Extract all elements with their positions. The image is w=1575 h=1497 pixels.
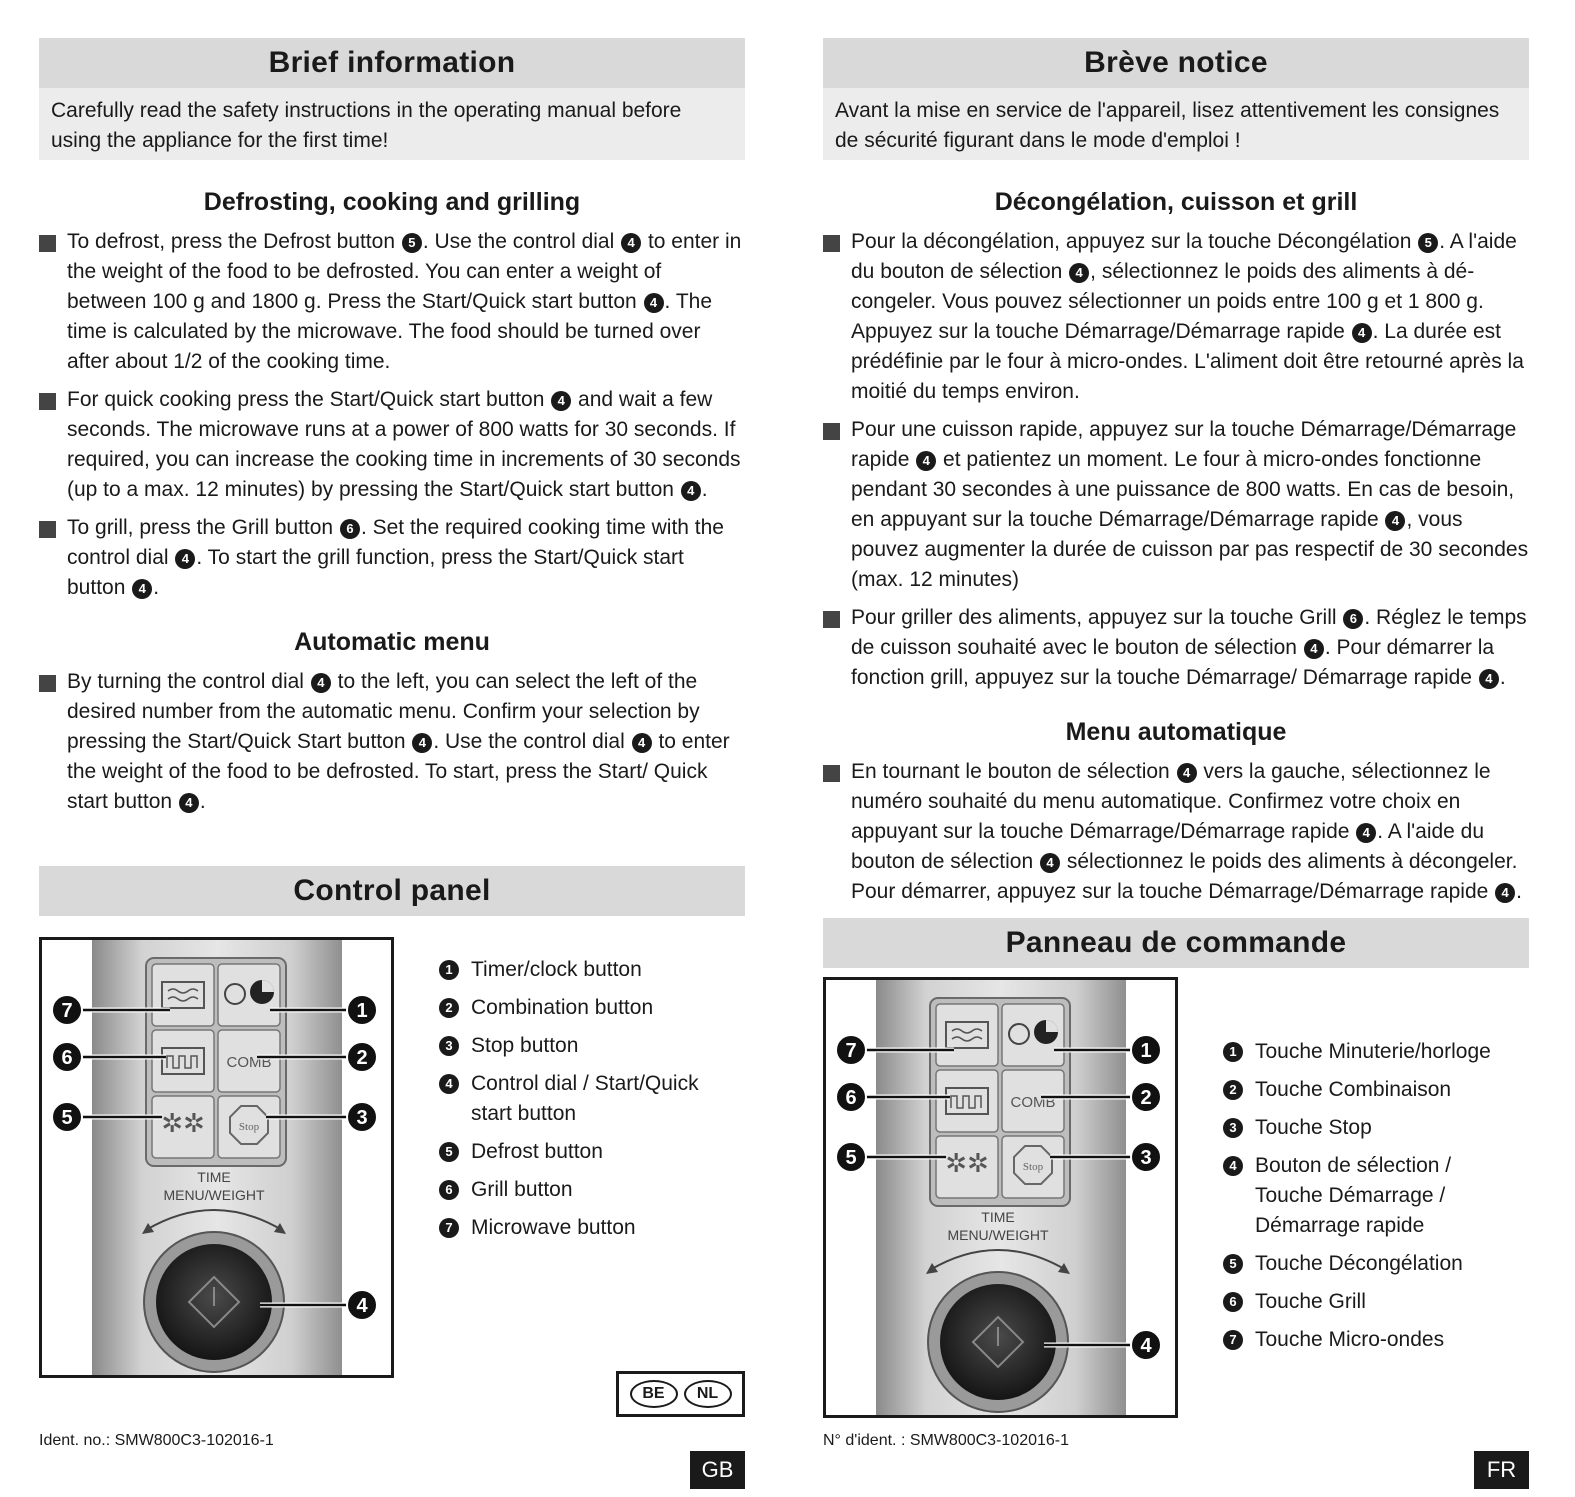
number-badge-icon: 4 bbox=[644, 293, 664, 313]
callout-number: 3 bbox=[356, 1107, 368, 1129]
defrost-icon: ✲✲ bbox=[945, 1149, 989, 1179]
paragraph-text: , vous pouvez augmenter la durée de cuisson par pas respectif de 30 secondes (max. 12 minutes) bbox=[851, 508, 1529, 591]
paragraph-text: and wait a few seconds. The microwave runs at a power of 800 watts for 30 seconds. If required, you can increase the cooking time in increments of 30 seconds (up to a max. 12 minutes) by pressing the Start/Quick start button bbox=[67, 388, 741, 501]
number-badge-icon: 5 bbox=[1223, 1254, 1243, 1274]
callout-number: 1 bbox=[1140, 1040, 1152, 1062]
intro-text: Carefully read the safety instructions in the operating manual before using the appliance for the first time! bbox=[39, 88, 745, 160]
paragraph-text: . A l'aide du bouton de sélection bbox=[851, 230, 1517, 283]
comb-label: COMB bbox=[226, 1054, 272, 1071]
left-page bbox=[39, 38, 745, 825]
callout-number: 2 bbox=[1140, 1087, 1152, 1109]
section-heading-menu-automatique: Menu automatique bbox=[1065, 718, 1287, 746]
section-heading-defrosting: Defrosting, cooking and grilling bbox=[203, 188, 581, 216]
paragraph-text: . Pour démarrer la fonction grill, appuyez sur la touche Démarrage/ Démarrage rapide bbox=[851, 636, 1495, 689]
menu-weight-label: MENU/WEIGHT bbox=[947, 1227, 1049, 1243]
number-badge-icon: 4 bbox=[1495, 883, 1515, 903]
control-panel-diagram bbox=[39, 937, 394, 1378]
list-item bbox=[823, 603, 1529, 693]
list-item bbox=[823, 227, 1529, 407]
paragraph-text: . bbox=[199, 790, 206, 813]
paragraph-text: . To start the grill function, press the Start/Quick start button bbox=[67, 546, 684, 599]
legend-item bbox=[438, 955, 738, 985]
list-item bbox=[39, 667, 745, 817]
paragraph-text: To grill, press the Grill button bbox=[67, 516, 339, 539]
legend-label: Control dial / Start/Quick start button bbox=[471, 1072, 699, 1125]
control-panel-title: Control panel bbox=[39, 866, 745, 916]
number-badge-icon: 5 bbox=[402, 233, 422, 253]
control-panel-legend bbox=[438, 955, 738, 1251]
paragraph-text: . The time is calculated by the microwave. The food should be turned over after about 1/2 of the cooking time. bbox=[67, 290, 713, 373]
legend-label: Combination button bbox=[471, 996, 654, 1019]
paragraph-text: et patientez un moment. Le four à micro-ondes fonctionne pendant 30 secondes à une puissance de 800 watts. En cas de besoin, en appuyant sur la touche Démarrage/Démarrage rapide bbox=[851, 448, 1515, 531]
number-badge-icon: 2 bbox=[1223, 1080, 1243, 1100]
paragraph-text: To defrost, press the Defrost button bbox=[67, 230, 401, 253]
number-badge-icon: 4 bbox=[621, 233, 641, 253]
number-badge-icon: 4 bbox=[1352, 323, 1372, 343]
legend-item bbox=[1222, 1249, 1522, 1279]
callout-number: 4 bbox=[1140, 1335, 1152, 1357]
language-tab: GB bbox=[690, 1451, 745, 1489]
legend-label: Stop button bbox=[471, 1034, 579, 1057]
legend-label: Grill button bbox=[471, 1178, 573, 1201]
number-badge-icon: 4 bbox=[1385, 511, 1405, 531]
paragraph-text: . Réglez le temps de cuisson souhaité avec le bouton de sélection bbox=[851, 606, 1527, 659]
number-badge-icon: 3 bbox=[1223, 1118, 1243, 1138]
country-code-be: BE bbox=[630, 1380, 678, 1408]
number-badge-icon: 4 bbox=[1177, 763, 1197, 783]
list-item bbox=[39, 385, 745, 505]
paragraph-text: . Set the required cooking time with the control dial bbox=[67, 516, 724, 569]
legend-label: Defrost button bbox=[471, 1140, 603, 1163]
paragraph-text: sélectionnez le poids des aliments à décongeler. Pour démarrer, appuyez sur la touche Démarrage/Démarrage rapide bbox=[851, 850, 1518, 903]
paragraph-text: . A l'aide du bouton de sélection bbox=[851, 820, 1485, 873]
ident-number: N° d'ident. : SMW800C3-102016-1 bbox=[823, 1432, 1070, 1449]
number-badge-icon: 6 bbox=[1343, 609, 1363, 629]
number-badge-icon: 4 bbox=[1069, 263, 1089, 283]
number-badge-icon: 4 bbox=[1223, 1156, 1243, 1176]
number-badge-icon: 5 bbox=[439, 1142, 459, 1162]
legend-item bbox=[438, 1175, 738, 1205]
number-badge-icon: 4 bbox=[916, 451, 936, 471]
ident-number: Ident. no.: SMW800C3-102016-1 bbox=[39, 1432, 274, 1449]
paragraph-text: , sélectionnez le poids des aliments à dé-congeler. Vous pouvez sélectionner un poids entre 100 g et 1 800 g. Appuyez sur la touche Démarrage/Démarrage rapide bbox=[851, 260, 1484, 343]
paragraph-text: . bbox=[1516, 880, 1522, 903]
legend-item bbox=[438, 1213, 738, 1243]
paragraph-text: En tournant le bouton de sélection bbox=[851, 760, 1176, 783]
legend-item bbox=[1222, 1287, 1522, 1317]
number-badge-icon: 4 bbox=[132, 579, 152, 599]
legend-label: Touche Stop bbox=[1255, 1116, 1372, 1139]
callout-number: 6 bbox=[61, 1047, 73, 1069]
number-badge-icon: 4 bbox=[1304, 639, 1324, 659]
number-badge-icon: 4 bbox=[311, 673, 331, 693]
number-badge-icon: 4 bbox=[439, 1074, 459, 1094]
callout-number: 4 bbox=[356, 1295, 368, 1317]
number-badge-icon: 7 bbox=[439, 1218, 459, 1238]
number-badge-icon: 6 bbox=[1223, 1292, 1243, 1312]
number-badge-icon: 4 bbox=[1479, 669, 1499, 689]
paragraph-text: Pour la décongélation, appuyez sur la touche Décongélation bbox=[851, 230, 1418, 253]
section-heading-automatic-menu: Automatic menu bbox=[294, 628, 490, 656]
legend-item bbox=[438, 1031, 738, 1061]
legend-label: Touche Micro-ondes bbox=[1255, 1328, 1445, 1351]
paragraph-text: to enter in the weight of the food to be defrosted. You can enter a weight of between 100 g and 1800 g. Press the Start/Quick start button bbox=[67, 230, 742, 313]
time-label: TIME bbox=[197, 1169, 231, 1185]
number-badge-icon: 4 bbox=[175, 549, 195, 569]
stop-label: Stop bbox=[1022, 1161, 1044, 1173]
control-panel-diagram bbox=[823, 977, 1178, 1418]
legend-label: Timer/clock button bbox=[471, 958, 642, 981]
paragraph-text: . Use the control dial bbox=[422, 230, 621, 253]
legend-label: Bouton de sélection / Touche Démarrage / Démarrage rapide bbox=[1255, 1154, 1452, 1237]
number-badge-icon: 4 bbox=[179, 793, 199, 813]
number-badge-icon: 4 bbox=[1040, 853, 1060, 873]
callout-number: 1 bbox=[356, 1000, 368, 1022]
paragraph-text: . bbox=[153, 576, 160, 599]
time-label: TIME bbox=[981, 1209, 1015, 1225]
paragraph-text: For quick cooking press the Start/Quick start button bbox=[67, 388, 551, 411]
paragraph-text: vers la gauche, sélectionnez le numéro souhaité du menu automatique. Confirmez votre choix en appuyant sur la touche Démarrage/Démarrage rapide bbox=[851, 760, 1491, 843]
legend-label: Touche Décongélation bbox=[1255, 1252, 1463, 1275]
country-codes bbox=[616, 1371, 745, 1417]
callout-number: 5 bbox=[845, 1147, 857, 1169]
number-badge-icon: 5 bbox=[1418, 233, 1438, 253]
number-badge-icon: 4 bbox=[632, 733, 652, 753]
callout-number: 7 bbox=[61, 1000, 73, 1022]
number-badge-icon: 4 bbox=[412, 733, 432, 753]
paragraph-text: to enter the weight of the food to be defrosted. To start, press the Start/ Quick start button bbox=[67, 730, 730, 813]
paragraph-text: . La durée est prédéfinie par le four à micro-ondes. L'aliment doit être retourné après la moitié du temps environ. bbox=[851, 320, 1524, 403]
callout-number: 5 bbox=[61, 1107, 73, 1129]
paragraph-text: . bbox=[1499, 666, 1506, 689]
language-tab: FR bbox=[1474, 1451, 1529, 1489]
legend-item bbox=[438, 993, 738, 1023]
stop-label: Stop bbox=[238, 1121, 260, 1133]
page-title: Brève notice bbox=[823, 38, 1529, 88]
comb-label: COMB bbox=[1010, 1094, 1056, 1111]
paragraph-text: Pour une cuisson rapide, appuyez sur la touche Démarrage/Démarrage rapide bbox=[851, 418, 1517, 471]
number-badge-icon: 6 bbox=[340, 519, 360, 539]
paragraph-text: By turning the control dial bbox=[67, 670, 310, 693]
legend-label: Touche Combinaison bbox=[1255, 1078, 1452, 1101]
legend-item bbox=[1222, 1037, 1522, 1067]
legend-item bbox=[1222, 1325, 1522, 1355]
paragraph-text: . bbox=[701, 478, 708, 501]
number-badge-icon: 3 bbox=[439, 1036, 459, 1056]
legend-label: Touche Minuterie/horloge bbox=[1255, 1040, 1491, 1063]
legend-item bbox=[1222, 1113, 1522, 1143]
paragraph-text: Pour griller des aliments, appuyez sur la touche Grill bbox=[851, 606, 1343, 629]
callout-number: 3 bbox=[1140, 1147, 1152, 1169]
control-panel-title: Panneau de commande bbox=[823, 918, 1529, 968]
legend-item bbox=[1222, 1075, 1522, 1105]
list-item bbox=[39, 513, 745, 603]
paragraph-text: . Use the control dial bbox=[433, 730, 631, 753]
number-badge-icon: 4 bbox=[1356, 823, 1376, 843]
list-item bbox=[823, 415, 1529, 595]
number-badge-icon: 1 bbox=[439, 960, 459, 980]
right-page bbox=[823, 38, 1529, 915]
section-heading-decongelation: Décongélation, cuisson et grill bbox=[994, 188, 1358, 216]
number-badge-icon: 7 bbox=[1223, 1330, 1243, 1350]
menu-weight-label: MENU/WEIGHT bbox=[163, 1187, 265, 1203]
legend-item bbox=[438, 1069, 738, 1129]
number-badge-icon: 2 bbox=[439, 998, 459, 1018]
number-badge-icon: 4 bbox=[681, 481, 701, 501]
paragraph-text: to the left, you can select the left of the desired number from the automatic menu. Confirm your selection by pressing the Start/Quick Start button bbox=[67, 670, 700, 753]
legend-label: Microwave button bbox=[471, 1216, 636, 1239]
callout-number: 7 bbox=[845, 1040, 857, 1062]
intro-text: Avant la mise en service de l'appareil, lisez attentivement les consignes de sécurité figurant dans le mode d'emploi ! bbox=[823, 88, 1529, 160]
callout-number: 2 bbox=[356, 1047, 368, 1069]
number-badge-icon: 1 bbox=[1223, 1042, 1243, 1062]
country-code-nl: NL bbox=[684, 1380, 732, 1408]
callout-number: 6 bbox=[845, 1087, 857, 1109]
list-item bbox=[823, 757, 1529, 907]
legend-item bbox=[1222, 1151, 1522, 1241]
number-badge-icon: 6 bbox=[439, 1180, 459, 1200]
legend-label: Touche Grill bbox=[1255, 1290, 1366, 1313]
number-badge-icon: 4 bbox=[551, 391, 571, 411]
defrost-icon: ✲✲ bbox=[161, 1109, 205, 1139]
control-panel-legend bbox=[1222, 1037, 1522, 1363]
legend-item bbox=[438, 1137, 738, 1167]
page-title: Brief information bbox=[39, 38, 745, 88]
list-item bbox=[39, 227, 745, 377]
